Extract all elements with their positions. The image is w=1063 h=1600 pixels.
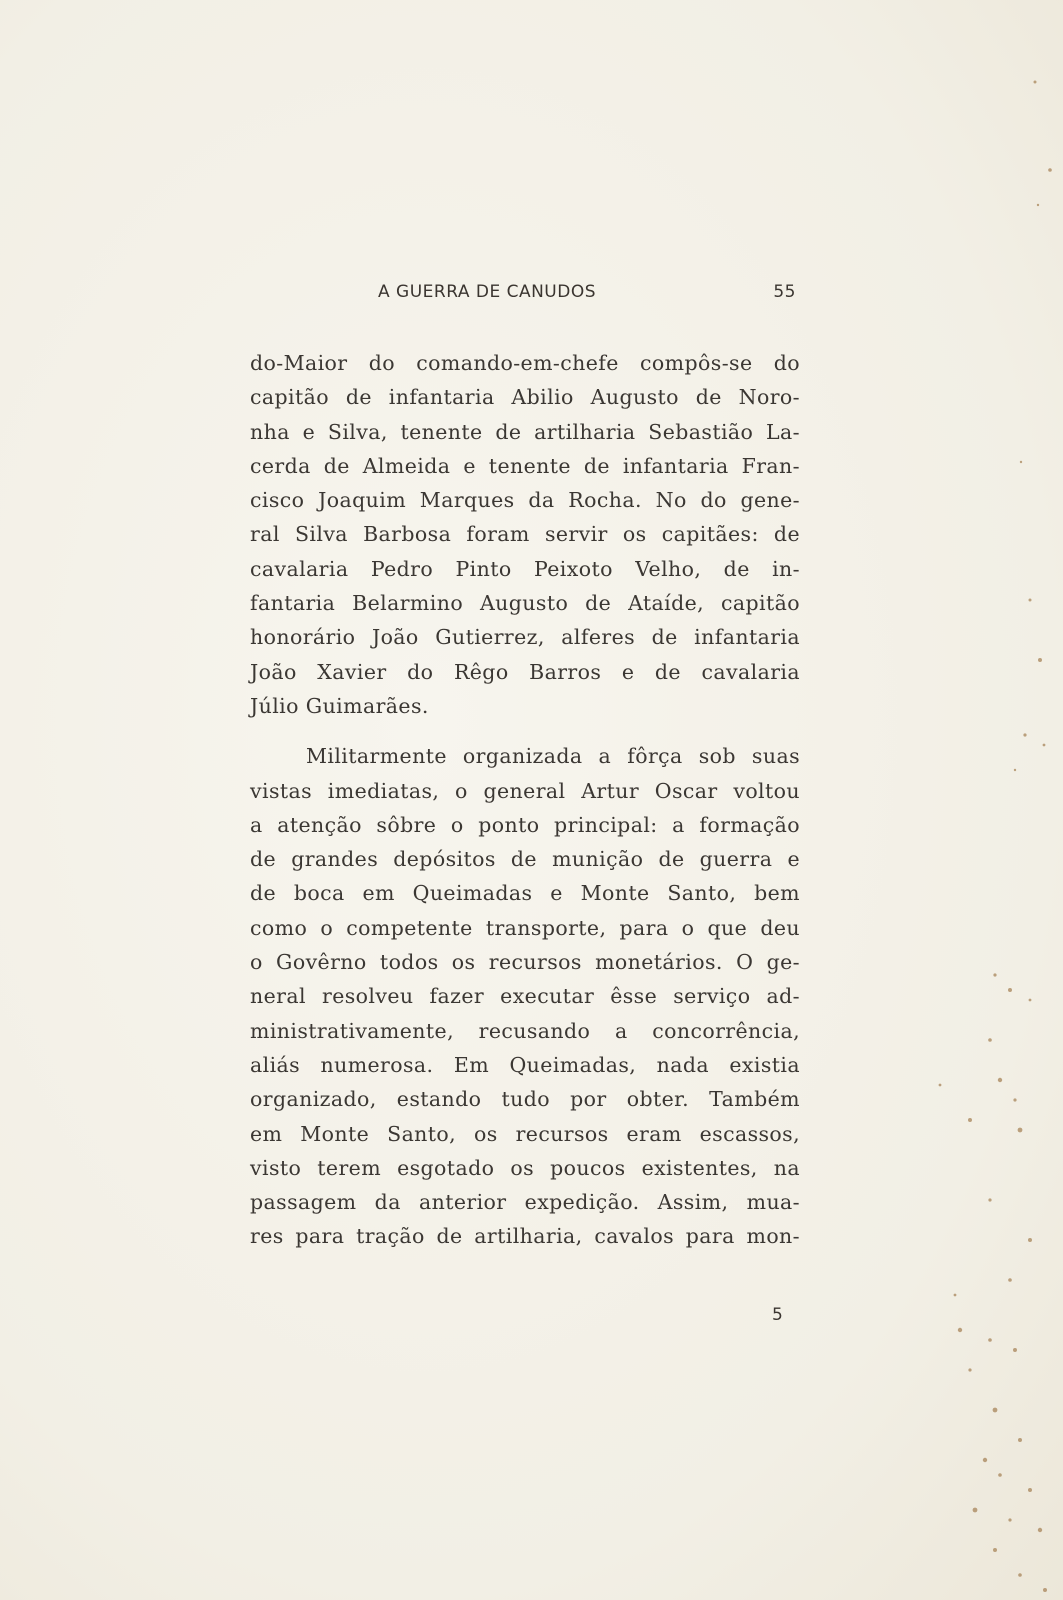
text-line: de grandes depósitos de munição de guerra e	[250, 847, 800, 872]
text-line: fantaria Belarmino Augusto de Ataíde, capitão	[250, 591, 800, 616]
text-line: como o competente transporte, para o que deu	[250, 915, 800, 940]
text-line: Militarmente organizada a fôrça sob suas	[306, 744, 800, 769]
text-line: honorário João Gutierrez, alferes de infantaria	[250, 625, 800, 650]
text-line: do-Maior do comando-em-chefe compôs-se do	[250, 351, 800, 375]
text-line: cisco Joaquim Marques da Rocha. No do gene-	[250, 488, 800, 513]
text-line: visto terem esgotado os poucos existentes, na	[250, 1155, 800, 1180]
text-line: nha e Silva, tenente de artilharia Sebastião La-	[250, 419, 800, 444]
text-line: de boca em Queimadas e Monte Santo, bem	[250, 881, 800, 906]
paragraph-gap	[250, 723, 800, 739]
text-line: cerda de Almeida e tenente de infantaria Fran-	[250, 453, 800, 478]
paragraph-2	[250, 739, 800, 1253]
text-line: passagem da anterior expedição. Assim, mua-	[250, 1190, 800, 1215]
text-line: vistas imediatas, o general Artur Oscar voltou	[250, 778, 800, 803]
text-line: o Govêrno todos os recursos monetários. O ge-	[250, 950, 800, 975]
text-line: em Monte Santo, os recursos eram escassos,	[250, 1121, 800, 1146]
text-line: cavalaria Pedro Pinto Peixoto Velho, de in-	[250, 556, 800, 581]
running-title: A GUERRA DE CANUDOS	[378, 282, 597, 302]
text-line: ral Silva Barbosa foram servir os capitães: de	[250, 522, 800, 547]
text-line: neral resolveu fazer executar êsse serviço ad-	[250, 984, 800, 1009]
text-line: Júlio Guimarães.	[250, 693, 429, 718]
text-line: res para tração de artilharia, cavalos para mon-	[250, 1224, 800, 1249]
signature-mark: 5	[772, 1305, 783, 1325]
body-text	[250, 346, 800, 1254]
page-number: 55	[773, 282, 796, 302]
text-line: aliás numerosa. Em Queimadas, nada existia	[250, 1052, 800, 1077]
text-line: organizado, estando tudo por obter. Também	[250, 1087, 800, 1112]
text-line: a atenção sôbre o ponto principal: a formação	[250, 812, 800, 837]
text-line: João Xavier do Rêgo Barros e de cavalaria	[250, 659, 800, 684]
running-head	[378, 282, 796, 304]
paragraph-1	[250, 346, 800, 723]
text-line: ministrativamente, recusando a concorrência,	[250, 1018, 800, 1043]
text-line: capitão de infantaria Abilio Augusto de Noro-	[250, 385, 800, 410]
